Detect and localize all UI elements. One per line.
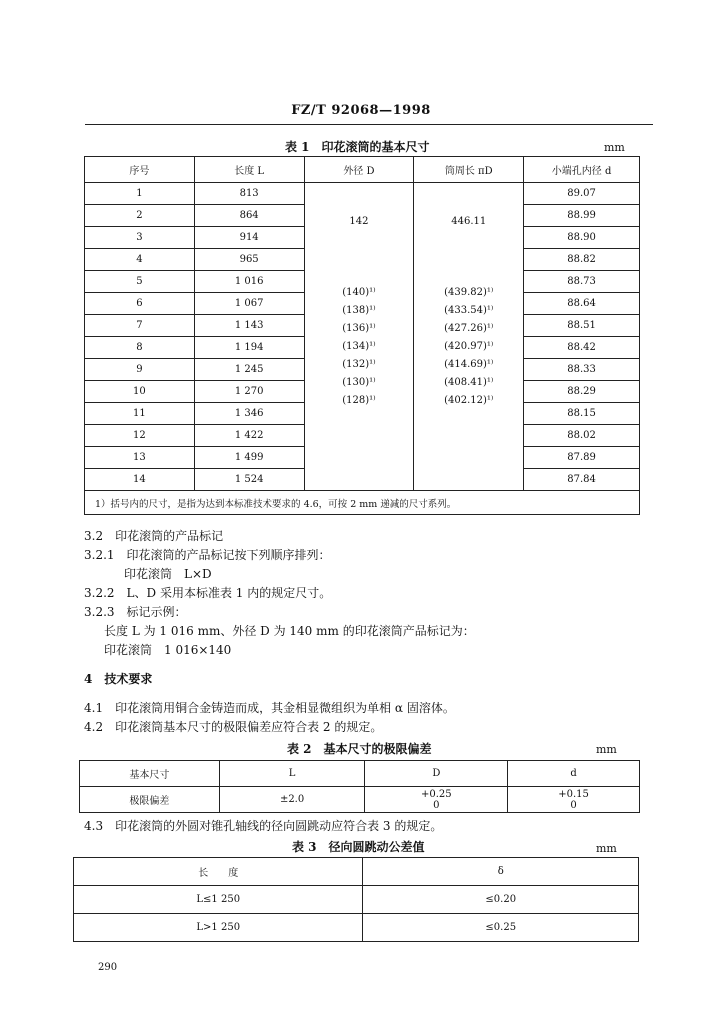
table1-cell-length: 1 194 [194, 337, 304, 359]
table1-cell-bore: 88.82 [524, 249, 640, 271]
table1-cell-length: 813 [194, 183, 304, 205]
circumference-optional: (427.26)¹⁾ [444, 323, 494, 334]
table1-cell-index: 12 [85, 425, 195, 447]
section-4-heading: 4 技术要求 [84, 672, 153, 686]
table3-unit: mm [596, 842, 617, 855]
table1-cell-index: 4 [85, 249, 195, 271]
table2-header-D: D [365, 761, 508, 787]
outer-diameter-optional-list [305, 284, 414, 410]
table1-cell-bore: 88.90 [524, 227, 640, 249]
table1-cell-length: 1 016 [194, 271, 304, 293]
page-number: 290 [98, 962, 118, 973]
table2-header-basic-size: 基本尺寸 [80, 761, 220, 787]
table1-cell-length: 1 422 [194, 425, 304, 447]
circumference-optional: (420.97)¹⁾ [444, 341, 494, 352]
table3-row-length: L>1 250 [74, 914, 363, 942]
table1-cell-outer-diameter [304, 183, 414, 491]
circumference-optional: (433.54)¹⁾ [444, 305, 494, 316]
table1-cell-length: 1 270 [194, 381, 304, 403]
table1-cell-bore: 88.02 [524, 425, 640, 447]
section-3-2-1-mark: 印花滚筒 L×D [124, 567, 212, 581]
table3-row-length: L≤1 250 [74, 886, 363, 914]
header-rule [85, 124, 653, 125]
table2-d-value [508, 787, 640, 813]
standard-header: FZ/T 92068—1998 [291, 103, 431, 118]
section-3-2: 3.2 印花滚筒的产品标记 [84, 529, 224, 543]
table1-row [85, 183, 640, 205]
table3-caption: 表 3 径向圆跳动公差值 [292, 840, 425, 854]
outer-diameter-optional: (136)¹⁾ [342, 323, 376, 334]
table2-D-lower: 0 [433, 799, 440, 811]
table2-L-value: ±2.0 [219, 787, 365, 813]
section-3-2-2: 3.2.2 L、D 采用本标准表 1 内的规定尺寸。 [84, 586, 332, 600]
outer-diameter-optional: (138)¹⁾ [342, 305, 376, 316]
circumference-optional: (408.41)¹⁾ [444, 377, 494, 388]
table1-cell-bore: 88.15 [524, 403, 640, 425]
table1-cell-index: 3 [85, 227, 195, 249]
table1-cell-index: 14 [85, 469, 195, 491]
table1-cell-index: 1 [85, 183, 195, 205]
table1-cell-bore: 89.07 [524, 183, 640, 205]
table1-cell-index: 11 [85, 403, 195, 425]
outer-diameter-optional: (130)¹⁾ [342, 377, 376, 388]
table1-cell-bore: 88.73 [524, 271, 640, 293]
table1-cell-index: 10 [85, 381, 195, 403]
table1-cell-length: 1 245 [194, 359, 304, 381]
circumference-optional: (414.69)¹⁾ [444, 359, 494, 370]
table1-cell-index: 2 [85, 205, 195, 227]
table1-cell-index: 5 [85, 271, 195, 293]
section-3-2-3: 3.2.3 标记示例： [84, 605, 187, 619]
table1-cell-index: 6 [85, 293, 195, 315]
circumference-main: 446.11 [451, 216, 487, 227]
outer-diameter-optional: (132)¹⁾ [342, 359, 376, 370]
table1-cell-bore: 88.29 [524, 381, 640, 403]
table3-row-delta: ≤0.20 [363, 886, 639, 914]
table2-caption: 表 2 基本尺寸的极限偏差 [287, 742, 432, 756]
circumference-optional: (439.82)¹⁾ [444, 287, 494, 298]
table2-header-d: d [508, 761, 640, 787]
table1-cell-index: 9 [85, 359, 195, 381]
table1-cell-bore: 88.99 [524, 205, 640, 227]
table1 [84, 156, 640, 515]
table2-header-L: L [219, 761, 365, 787]
table1-header-bore: 小端孔内径 d [524, 157, 640, 183]
table1-cell-index: 13 [85, 447, 195, 469]
table2-unit: mm [596, 743, 617, 756]
table2 [79, 760, 640, 813]
table1-cell-length: 1 524 [194, 469, 304, 491]
table1-cell-bore: 88.51 [524, 315, 640, 337]
table3-header-length: 长 度 [74, 858, 363, 886]
table1-cell-index: 7 [85, 315, 195, 337]
table1-cell-bore: 88.42 [524, 337, 640, 359]
outer-diameter-optional: (140)¹⁾ [342, 287, 376, 298]
table1-cell-length: 864 [194, 205, 304, 227]
table2-D-upper: +0.25 [421, 788, 452, 800]
table1-cell-circumference [414, 183, 524, 491]
table3-header-delta: δ [363, 858, 639, 886]
section-3-2-1: 3.2.1 印花滚筒的产品标记按下列顺序排列： [84, 548, 331, 562]
table1-header-index: 序号 [85, 157, 195, 183]
table1-cell-bore: 87.84 [524, 469, 640, 491]
table1-header-outer-diameter: 外径 D [304, 157, 414, 183]
outer-diameter-optional: (128)¹⁾ [342, 395, 376, 406]
table1-header-length: 长度 L [194, 157, 304, 183]
table1-cell-length: 1 143 [194, 315, 304, 337]
table1-cell-length: 1 067 [194, 293, 304, 315]
circumference-optional: (402.12)¹⁾ [444, 395, 494, 406]
table1-cell-index: 8 [85, 337, 195, 359]
outer-diameter-optional: (134)¹⁾ [342, 341, 376, 352]
section-4-2: 4.2 印花滚筒基本尺寸的极限偏差应符合表 2 的规定。 [84, 720, 383, 734]
outer-diameter-main: 142 [349, 216, 369, 227]
table1-unit: mm [604, 141, 625, 154]
table1-cell-length: 965 [194, 249, 304, 271]
table1-cell-length: 914 [194, 227, 304, 249]
table1-cell-length: 1 499 [194, 447, 304, 469]
section-3-2-3-example: 长度 L 为 1 016 mm、外径 D 为 140 mm 的印花滚筒产品标记为： [104, 624, 475, 638]
section-3-2-3-mark: 印花滚筒 1 016×140 [104, 643, 232, 657]
table2-D-value [365, 787, 508, 813]
table3-row-delta: ≤0.25 [363, 914, 639, 942]
section-4-1: 4.1 印花滚筒用铜合金铸造而成，其金相显微组织为单相 α 固溶体。 [84, 701, 455, 715]
table1-cell-bore: 87.89 [524, 447, 640, 469]
section-4-3: 4.3 印花滚筒的外圆对锥孔轴线的径向圆跳动应符合表 3 的规定。 [84, 819, 443, 833]
table2-d-upper: +0.15 [558, 788, 589, 800]
table2-row-label: 极限偏差 [80, 787, 220, 813]
table1-cell-bore: 88.33 [524, 359, 640, 381]
table1-cell-bore: 88.64 [524, 293, 640, 315]
table1-header-circumference: 筒周长 πD [414, 157, 524, 183]
table1-cell-length: 1 346 [194, 403, 304, 425]
table1-footnote: 1）括号内的尺寸，是指为达到本标准技术要求的 4.6，可按 2 mm 递减的尺寸系列。 [85, 491, 640, 515]
table3 [73, 857, 639, 942]
circumference-optional-list [414, 284, 523, 410]
table1-caption: 表 1 印花滚筒的基本尺寸 [285, 140, 430, 154]
table2-d-lower: 0 [570, 799, 577, 811]
